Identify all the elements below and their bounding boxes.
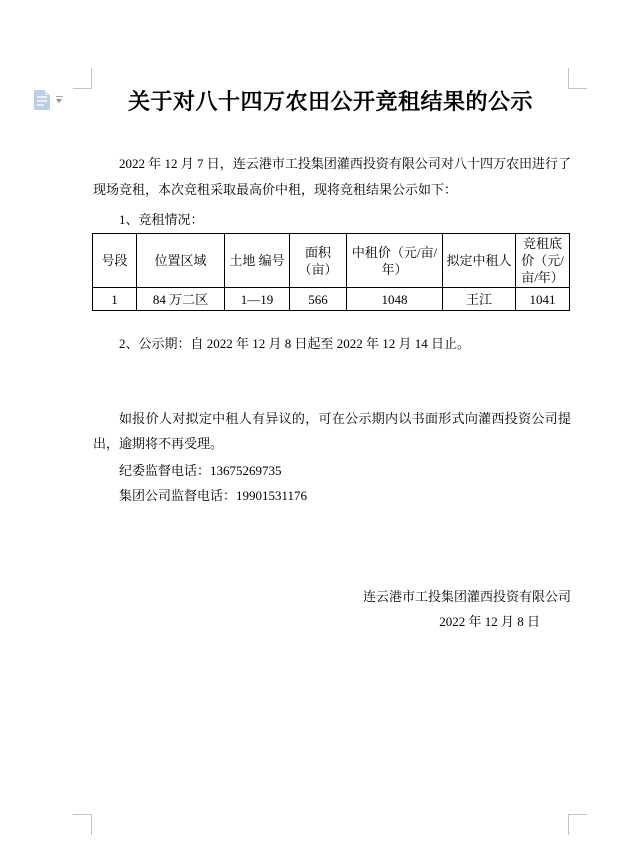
- paste-options-icon: [34, 90, 50, 110]
- table-cell-win-price: 1048: [347, 288, 443, 311]
- table-header-cell-winner: 拟定中租人: [443, 234, 516, 288]
- document-title: 关于对八十四万农田公开竞租结果的公示: [127, 89, 533, 114]
- table-cell-base-price: 1041: [516, 288, 570, 311]
- section2-publicity-period: 2、公示期：自 2022 年 12 月 8 日起至 2022 年 12 月 14 日止。: [119, 336, 471, 351]
- signature-company: 连云港市工投集团灌西投资有限公司: [362, 589, 571, 604]
- chevron-down-icon[interactable]: [56, 96, 64, 104]
- table-row: [93, 288, 570, 311]
- bid-results-table: [92, 233, 570, 311]
- objection-notice-paragraph: 如报价人对拟定中租人有异议的，可在公示期内以书面形式向灌西投资公司提出，逾期将不再受理。: [93, 411, 571, 451]
- table-header-cell-segment: 号段: [93, 234, 137, 288]
- table-cell-segment: 1: [93, 288, 137, 311]
- intro-paragraph: 2022 年 12 月 7 日，连云港市工投集团灌西投资有限公司对八十四万农田进行了现场竞租，本次竞租采取最高价中租，现将竞租结果公示如下：: [93, 156, 571, 197]
- signature-date: 2022 年 12 月 8 日: [439, 614, 540, 629]
- section1-heading: 1、竞租情况：: [119, 212, 204, 227]
- table-header-cell-land-no: 土地 编号: [225, 234, 290, 288]
- table-cell-winner: 王江: [443, 288, 516, 311]
- page-fold-corner: [45, 90, 50, 95]
- table-cell-land-no: 1—19: [225, 288, 290, 311]
- table-header-cell-area: 面积（亩）: [290, 234, 347, 288]
- table-header-cell-location: 位置区域: [137, 234, 225, 288]
- table-header-cell-base-price: 竞租底价（元/亩/年）: [516, 234, 570, 288]
- group-supervision-phone: 集团公司监督电话：19901531176: [119, 488, 308, 503]
- table-cell-location: 84 万二区: [137, 288, 225, 311]
- discipline-supervision-phone: 纪委监督电话：13675269735: [119, 463, 282, 478]
- table-header-row: [93, 234, 570, 288]
- margin-crop-mark-bottom-right: [568, 814, 587, 835]
- margin-crop-mark-bottom-left: [73, 814, 92, 835]
- paste-options-button[interactable]: [33, 89, 67, 113]
- table-cell-area: 566: [290, 288, 347, 311]
- margin-crop-mark-top-left: [73, 68, 92, 89]
- table-header-cell-win-price: 中租价（元/亩/年）: [347, 234, 443, 288]
- margin-crop-mark-top-right: [568, 68, 587, 89]
